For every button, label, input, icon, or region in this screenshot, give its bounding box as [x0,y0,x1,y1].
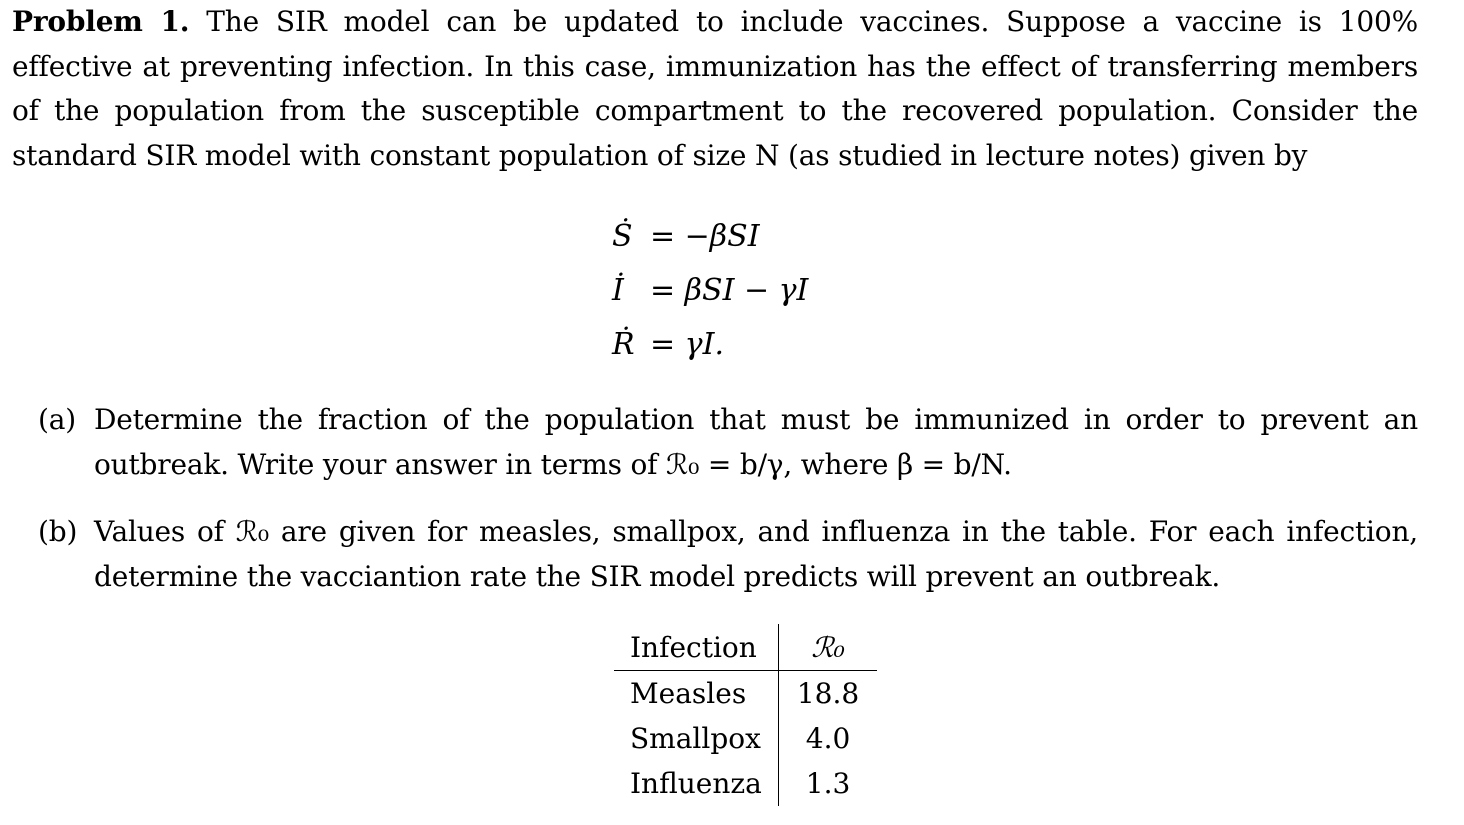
part-a-label: (a) [38,403,76,436]
part-a [38,397,1418,487]
part-a-text: Determine the fraction of the population that must be immunized in order to prevent an outbreak. Write your answer in terms of ℛ₀ = b/γ, where β = b/N. [94,403,1418,481]
table-row [614,716,877,761]
part-b-label: (b) [38,515,78,548]
problem-intro-text: The SIR model can be updated to include vaccines. Suppose a vaccine is 100% effective at preventing infection. In this case, immunization has the effect of transferring members of the population from the susceptible compartment to the recovered population. Consider the standard SIR model with constant population of size N (as studied in lecture notes) given by [12,5,1419,173]
equation-r-rhs: = γI. [650,327,724,362]
cell-infection: Influenza [630,767,762,800]
part-b-text: Values of ℛ₀ are given for measles, smallpox, and influenza in the table. For each infection, determine the vacciantion rate the SIR model predicts will prevent an outbreak. [94,515,1418,593]
header-infection: Infection [614,624,778,671]
equation-i-rhs: = βSI − γI [650,273,809,308]
sir-equations [612,210,808,372]
cell-infection: Measles [630,677,747,710]
equation-r [612,318,808,372]
equation-i [612,264,808,318]
part-b [38,509,1418,599]
cell-infection: Smallpox [630,722,761,755]
problem-heading: Problem 1. [12,5,190,38]
equation-i-lhs: İ [612,273,624,308]
equation-r-lhs: Ṙ [612,327,635,362]
cell-r0: 18.8 [778,671,877,717]
problem-intro [12,0,1418,179]
equation-s [612,210,808,264]
problem-page [12,0,1419,593]
cell-r0: 4.0 [778,716,877,761]
header-r0: ℛ₀ [778,624,877,671]
equation-s-lhs: Ṡ [612,219,633,254]
table-row [614,761,877,806]
table-header-row [614,624,877,671]
cell-r0: 1.3 [778,761,877,806]
table-row [614,671,877,717]
r0-table [614,624,877,806]
equation-s-rhs: = −βSI [650,219,760,254]
